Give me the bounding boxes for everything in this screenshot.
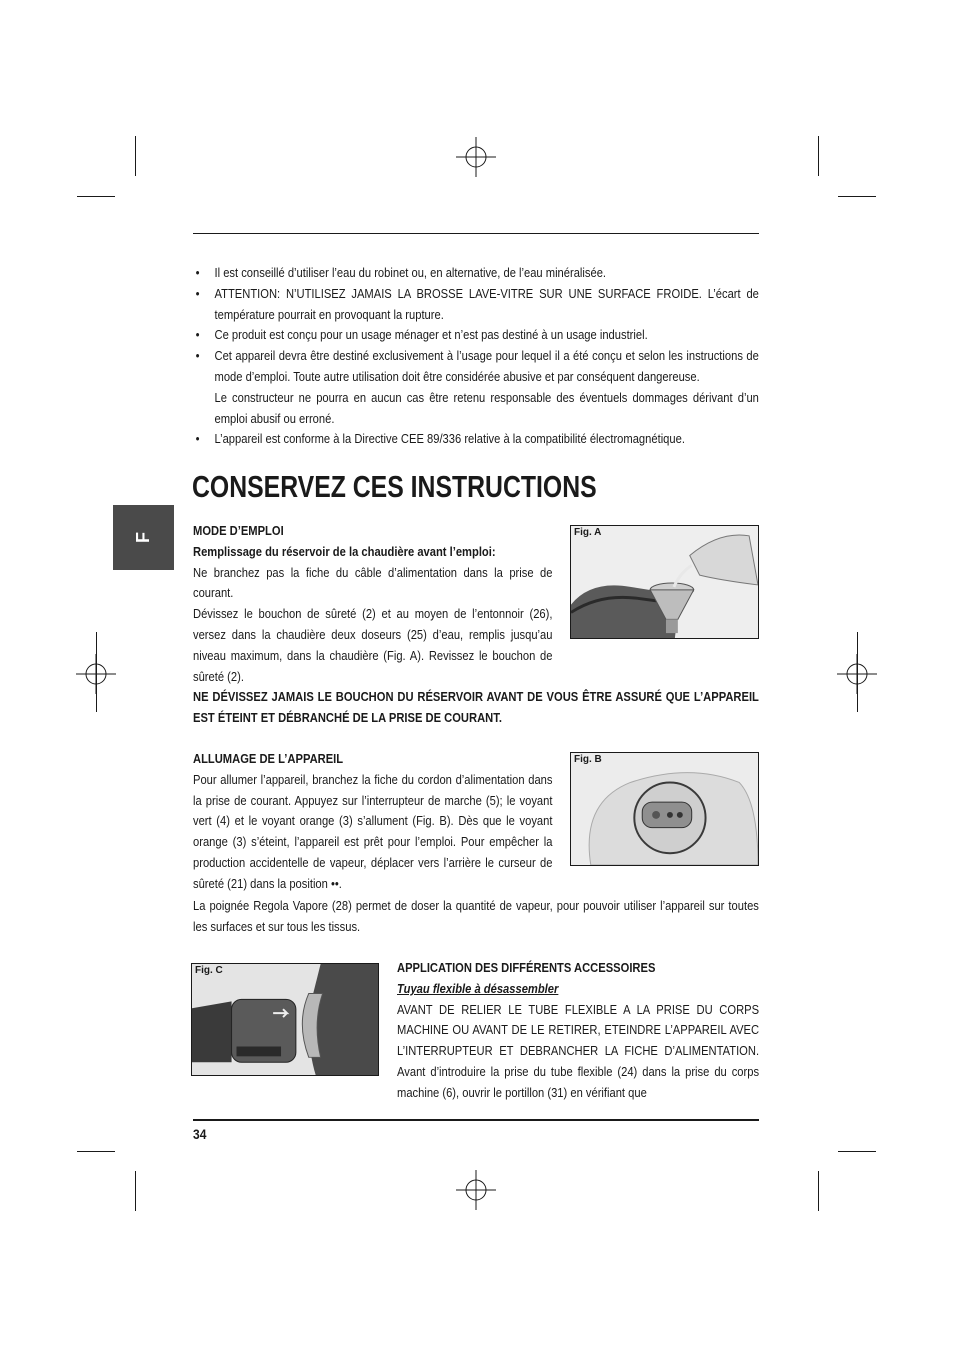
figure-b <box>570 752 759 866</box>
crop-mark <box>818 1171 819 1211</box>
crop-mark <box>96 632 97 712</box>
hose-connector-illustration-icon <box>192 964 378 1075</box>
crop-mark <box>818 136 819 176</box>
section-heading: ALLUMAGE DE L’APPAREIL <box>193 751 344 766</box>
mode-emploi-section <box>193 521 552 687</box>
paragraph: AVANT DE RELIER LE TUBE FLEXIBLE A LA PRISE DU CORPS MACHINE OU AVANT DE LE RETIRER, ETEINDRE L’APPAREIL AVEC L’INTERRUPTEUR ET DEBRANCHER LA FICHE D’ALIMENTATION. Avant d’introduire la prise du tube flexible (24) dans la prise du corps machine (6), ouvrir le portillon (31) en vérifiant que <box>397 1001 760 1100</box>
crop-mark <box>77 1151 115 1152</box>
crop-mark <box>135 1171 136 1211</box>
crop-mark <box>857 632 858 712</box>
figure-a <box>570 525 759 639</box>
paragraph: Dévissez le bouchon de sûreté (2) et au moyen de l’entonnoir (26), versez dans la chaudière deux doseurs (25) d’eau, remplis jusqu’au niveau maximum, dans la chaudière (Fig. A). Revissez le bouchon de sûreté (2). <box>193 606 553 684</box>
registration-mark-icon <box>456 137 496 177</box>
section-subheading: Remplissage du réservoir de la chaudière avant l’emploi: <box>193 543 496 559</box>
header-rule <box>193 233 759 234</box>
figure-label: Fig. B <box>574 754 602 765</box>
paragraph: Pour allumer l’appareil, branchez la fiche du cordon d’alimentation dans la prise de courant. Appuyez sur l’interrupteur de marche (5); le voyant vert (4) et le voyant orange (3) s’allument (Fig. B). Dès que le voyant orange (3) s’éteint, l’appareil est prêt pour l’emploi. Pour empêcher la production accidentelle de vapeur, déplacer vers l’arrière le curseur de sûreté (21) dans la position ••. <box>193 771 553 891</box>
language-tab-label: F <box>133 532 153 543</box>
control-panel-illustration-icon <box>571 753 758 865</box>
allumage-note: La poignée Regola Vapore (28) permet de doser la quantité de vapeur, pour pouvoir utiliser l’appareil sur toutes les surfaces et sur tous les tissus. <box>193 898 759 934</box>
figure-label: Fig. C <box>195 965 223 976</box>
list-item: • Cet appareil devra être destiné exclusivement à l’usage pour lequel il a été conçu et selon les instructions de mode d’emploi. Toute autre utilisation doit être considérée abusive et par conséquent dangereuse. Le constructeur ne pourra en aucun cas être retenu responsable des éventuels dommages dérivant d’un emploi abusif ou erroné. <box>193 346 759 429</box>
section-heading: MODE D’EMPLOI <box>193 523 284 538</box>
paragraph: Ne branchez pas la fiche du câble d’alimentation dans la prise de courant. <box>193 564 553 601</box>
crop-mark <box>838 1151 876 1152</box>
page-title: CONSERVEZ CES INSTRUCTIONS <box>192 469 597 504</box>
allumage-section <box>193 749 552 895</box>
crop-mark <box>77 196 115 197</box>
registration-mark-icon <box>456 1170 496 1210</box>
warning-text: NE DÉVISSEZ JAMAIS LE BOUCHON DU RÉSERVOIR AVANT DE VOUS ÊTRE ASSURÉ QUE L’APPAREIL EST ÉTEINT ET DÉBRANCHÉ DE LA PRISE DE COURANT. <box>193 689 759 725</box>
footer-rule <box>193 1119 759 1121</box>
list-item: • Il est conseillé d’utiliser l’eau du robinet ou, en alternative, de l’eau minéralisée. <box>193 263 759 284</box>
figure-c <box>191 963 379 1076</box>
page-number: 34 <box>193 1126 207 1142</box>
funnel-illustration-icon <box>571 526 758 638</box>
list-item: • Ce produit est conçu pour un usage ménager et n’est pas destiné à un usage industriel. <box>193 325 759 346</box>
list-item: • ATTENTION: N’UTILISEZ JAMAIS LA BROSSE LAVE-VITRE SUR UNE SURFACE FROIDE. L’écart de température pourrait en provoquant la rupture. <box>193 284 759 326</box>
list-item: • L’appareil est conforme à la Directive CEE 89/336 relative à la compatibilité électromagnétique. <box>193 429 759 450</box>
safety-notes <box>193 263 759 450</box>
section-subheading: Tuyau flexible à désassembler <box>397 980 559 996</box>
language-tab <box>113 505 174 570</box>
section-heading: APPLICATION DES DIFFÉRENTS ACCESSOIRES <box>397 960 656 975</box>
application-section <box>397 958 759 1104</box>
crop-mark <box>838 196 876 197</box>
crop-mark <box>135 136 136 176</box>
figure-label: Fig. A <box>574 527 602 538</box>
